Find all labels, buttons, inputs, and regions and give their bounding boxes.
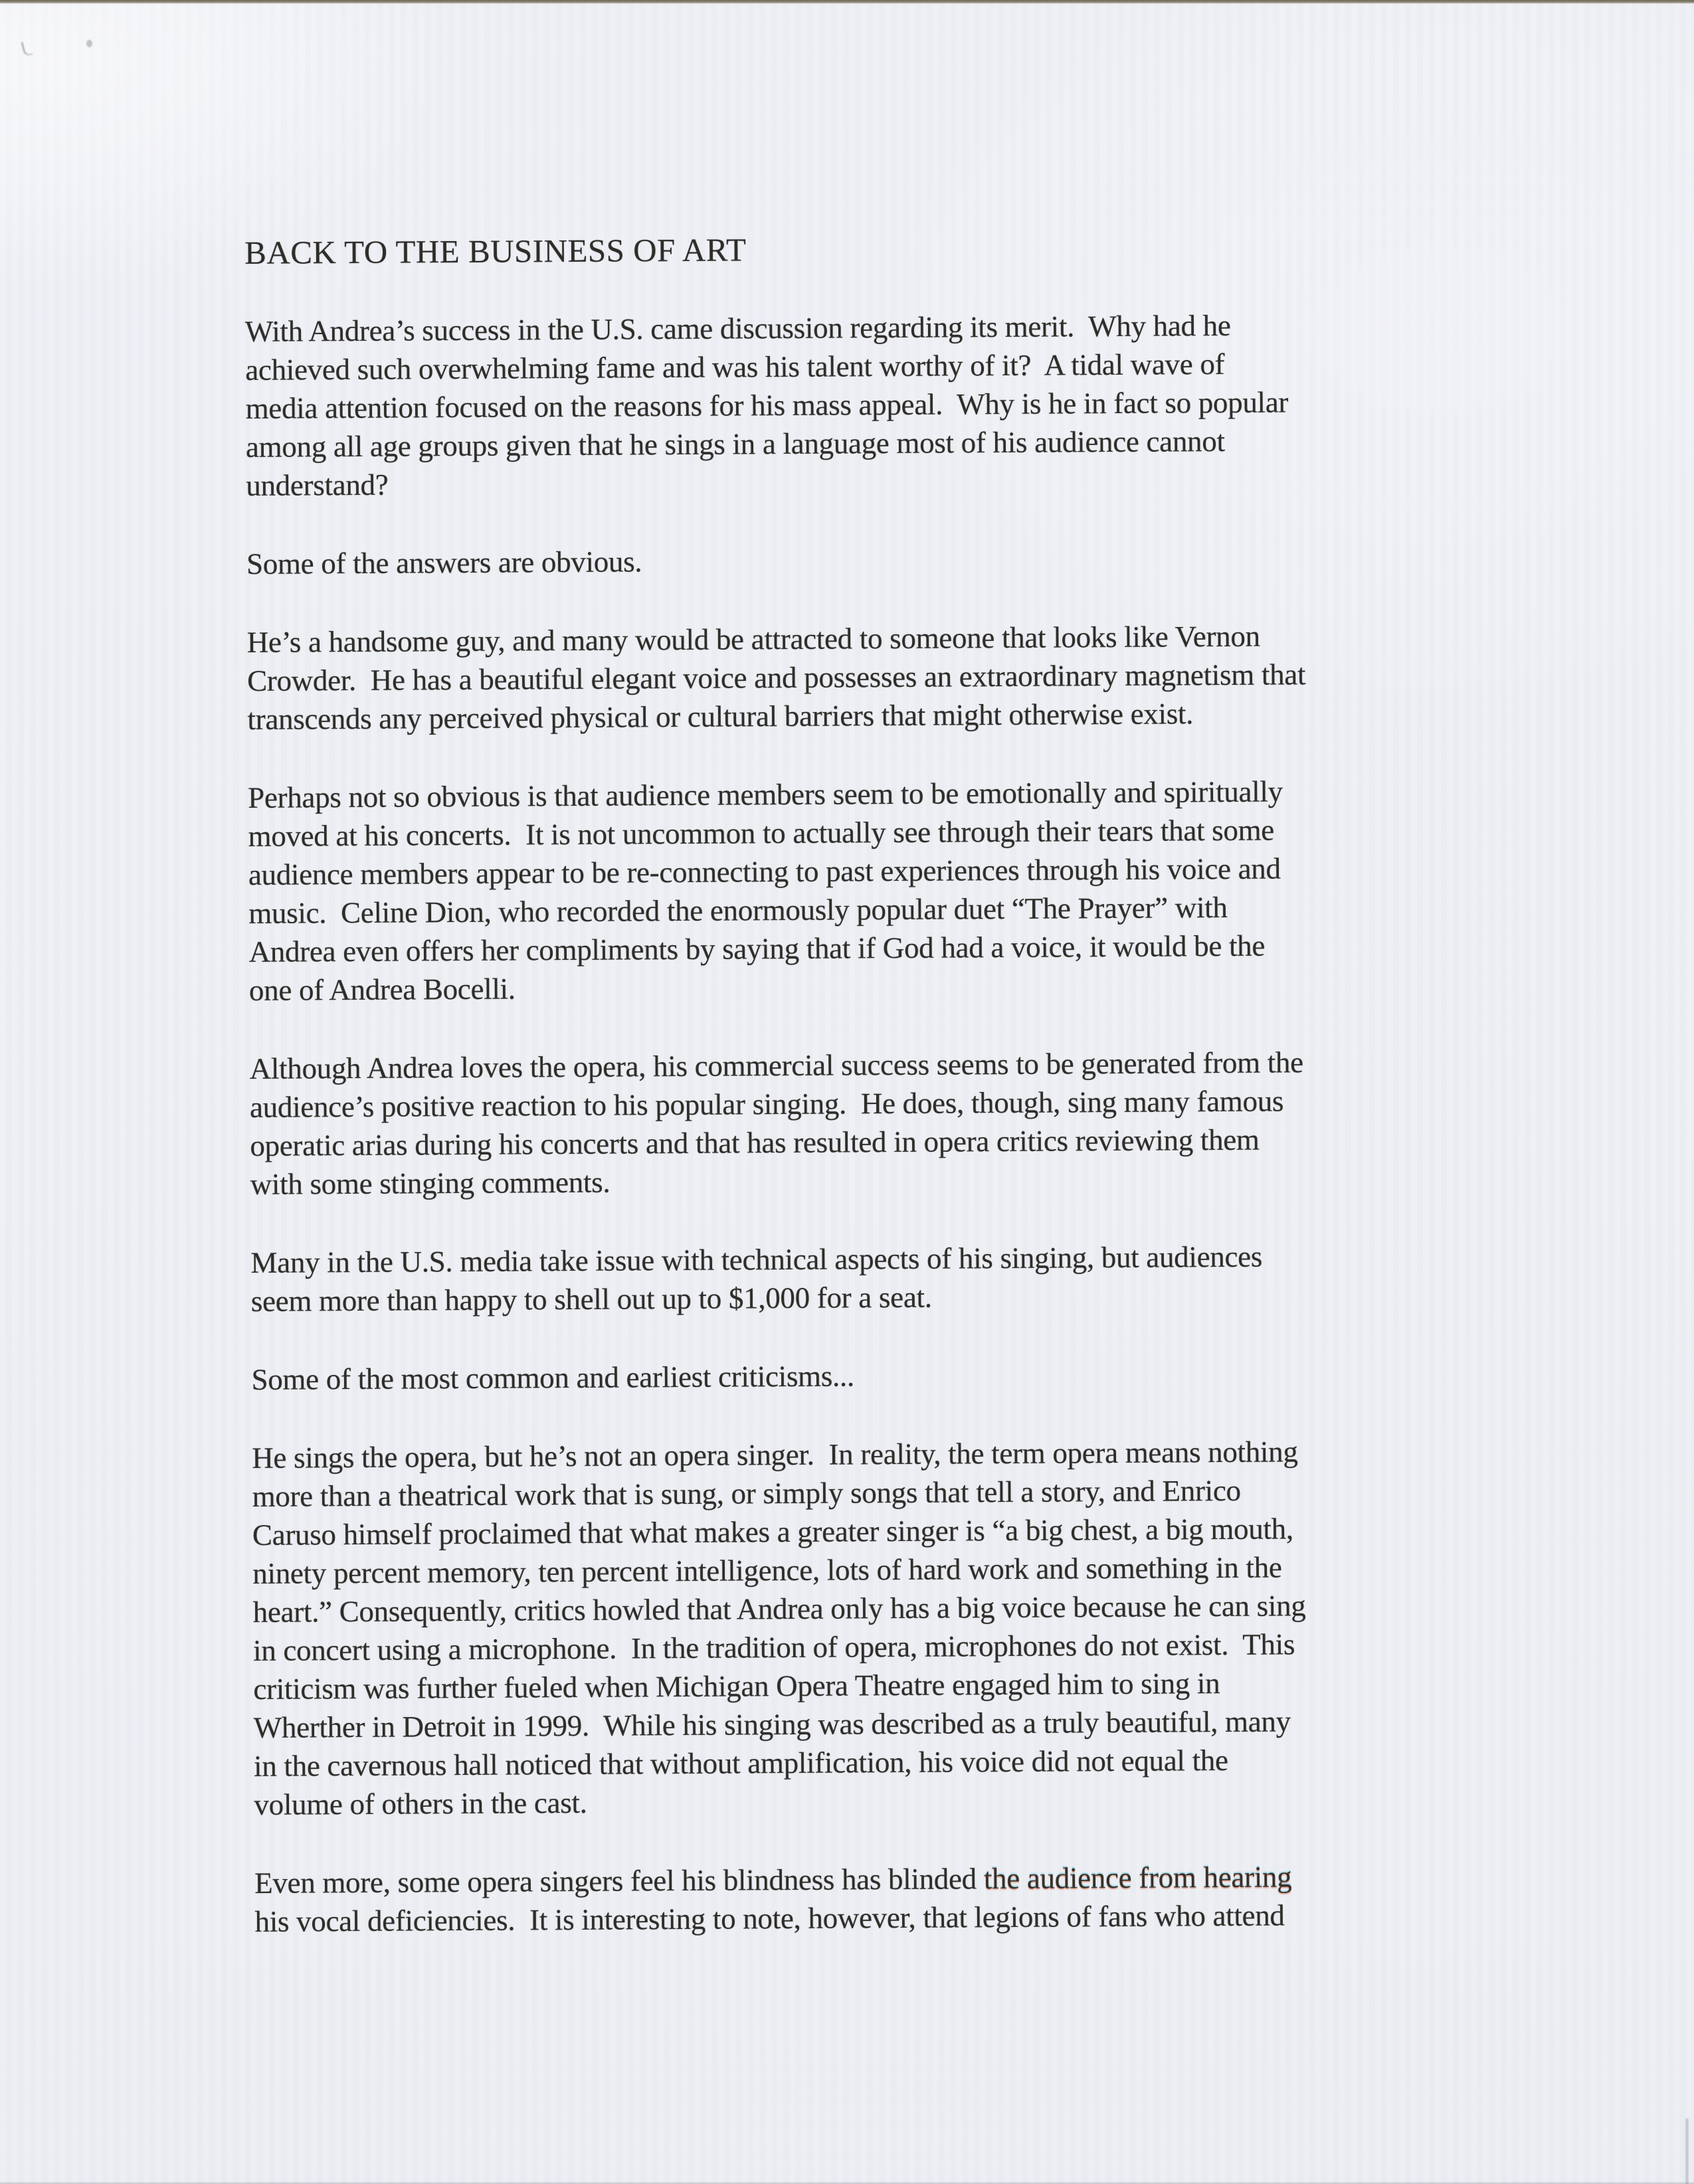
text-line-segment: with some stinging comments. [250, 1165, 611, 1201]
text-line-segment: achieved such overwhelming fame and was his talent worthy of it? A tidal wave of [245, 347, 1225, 387]
document-text-block [244, 226, 1531, 1981]
paragraph [250, 1235, 1527, 1320]
text-line-segment: criticism was further fueled when Michigan Opera Theatre engaged him to sing in [253, 1667, 1220, 1706]
paragraph [246, 537, 1522, 583]
text-line-segment: Caruso himself proclaimed that what makes a greater singer is “a big chest, a big mouth, [252, 1512, 1293, 1552]
text-line-segment: in concert using a microphone. In the tradition of opera, microphones do not exist. This [252, 1627, 1295, 1667]
text-line-segment: With Andrea’s success in the U.S. came discussion regarding its merit. Why had he [244, 308, 1231, 348]
text-line-segment: He sings the opera, but he’s not an opera singer. In reality, the term opera means nothing [252, 1435, 1298, 1475]
text-line-segment: Some of the most common and earliest criticisms... [251, 1359, 855, 1396]
text-line-segment: Wherther in Detroit in 1999. While his singing was described as a truly beautiful, many [253, 1704, 1291, 1744]
paragraph [254, 1856, 1531, 1941]
document-title: BACK TO THE BUSINESS OF ART [244, 231, 747, 271]
scan-bottom-edge-artifact [0, 2181, 1694, 2184]
paragraph [252, 1431, 1530, 1824]
text-line-segment: volume of others in the cast. [254, 1785, 587, 1821]
paragraph [251, 1352, 1527, 1399]
text-line-segment: the audience from hearing [983, 1860, 1292, 1896]
pen-squiggle-mark [21, 41, 33, 56]
text-line-segment: among all age groups given that he sings in a language most of his audience cannot [245, 424, 1225, 464]
paragraph [245, 304, 1522, 505]
text-line-segment: media attention focused on the reasons for his mass appeal. Why is he in fact so popular [245, 385, 1289, 425]
text-line-segment: Many in the U.S. media take issue with technical aspects of his singing, but audiences [250, 1239, 1263, 1279]
text-line-segment: transcends any perceived physical or cultural barriers that might otherwise exist. [247, 697, 1194, 736]
text-line-segment: Although Andrea loves the opera, his commercial success seems to be generated from the [249, 1046, 1303, 1085]
text-line-segment: heart.” Consequently, critics howled that Andrea only has a big voice because he can sing [252, 1589, 1306, 1629]
text-line-segment: his vocal deficiencies. It is interesting to note, however, that legions of fans who attend [254, 1898, 1285, 1938]
scan-top-edge-artifact [0, 0, 1694, 4]
text-line-segment: understand? [246, 468, 389, 502]
text-line-segment: audience members appear to be re-connecting to past experiences through his voice and [248, 852, 1281, 891]
text-line-segment: operatic arias during his concerts and that has resulted in opera critics reviewing them [250, 1123, 1260, 1162]
text-line-segment: in the cavernous hall noticed that without amplification, his voice did not equal the [253, 1743, 1228, 1783]
text-line-segment: audience’s positive reaction to his popular singing. He does, though, sing many famous [249, 1084, 1284, 1124]
text-line-segment: Crowder. He has a beautiful elegant voice and possesses an extraordinary magnetism that [246, 658, 1306, 697]
text-line-segment: music. Celine Dion, who recorded the enormously popular duet “The Prayer” with [248, 890, 1228, 930]
text-line-segment: one of Andrea Bocelli. [248, 972, 516, 1007]
text-line-segment: Even more, some opera singers feel his blindness has blinded [254, 1862, 985, 1900]
document-paragraphs [245, 304, 1531, 1941]
scan-right-edge-artifact [1686, 2119, 1688, 2184]
paragraph [247, 615, 1523, 739]
text-line-segment: more than a theatrical work that is sung, or simply songs that tell a story, and Enrico [252, 1473, 1241, 1513]
paragraph [248, 771, 1525, 1010]
paragraph [250, 1042, 1526, 1204]
text-line-segment: ninety percent memory, ten percent intelligence, lots of hard work and something in the [252, 1550, 1282, 1590]
text-line-segment: He’s a handsome guy, and many would be attracted to someone that looks like Vernon [246, 619, 1260, 659]
text-line-segment: Perhaps not so obvious is that audience members seem to be emotionally and spiritually [248, 774, 1283, 814]
text-line-segment: seem more than happy to shell out up to $1,000 for a seat. [250, 1280, 932, 1318]
text-line-segment: moved at his concerts. It is not uncommon to actually see through their tears that some [248, 813, 1275, 853]
text-line-segment: Some of the answers are obvious. [246, 545, 642, 581]
speck-mark [86, 40, 92, 47]
text-line-segment: Andrea even offers her compliments by saying that if God had a voice, it would be the [248, 929, 1266, 968]
